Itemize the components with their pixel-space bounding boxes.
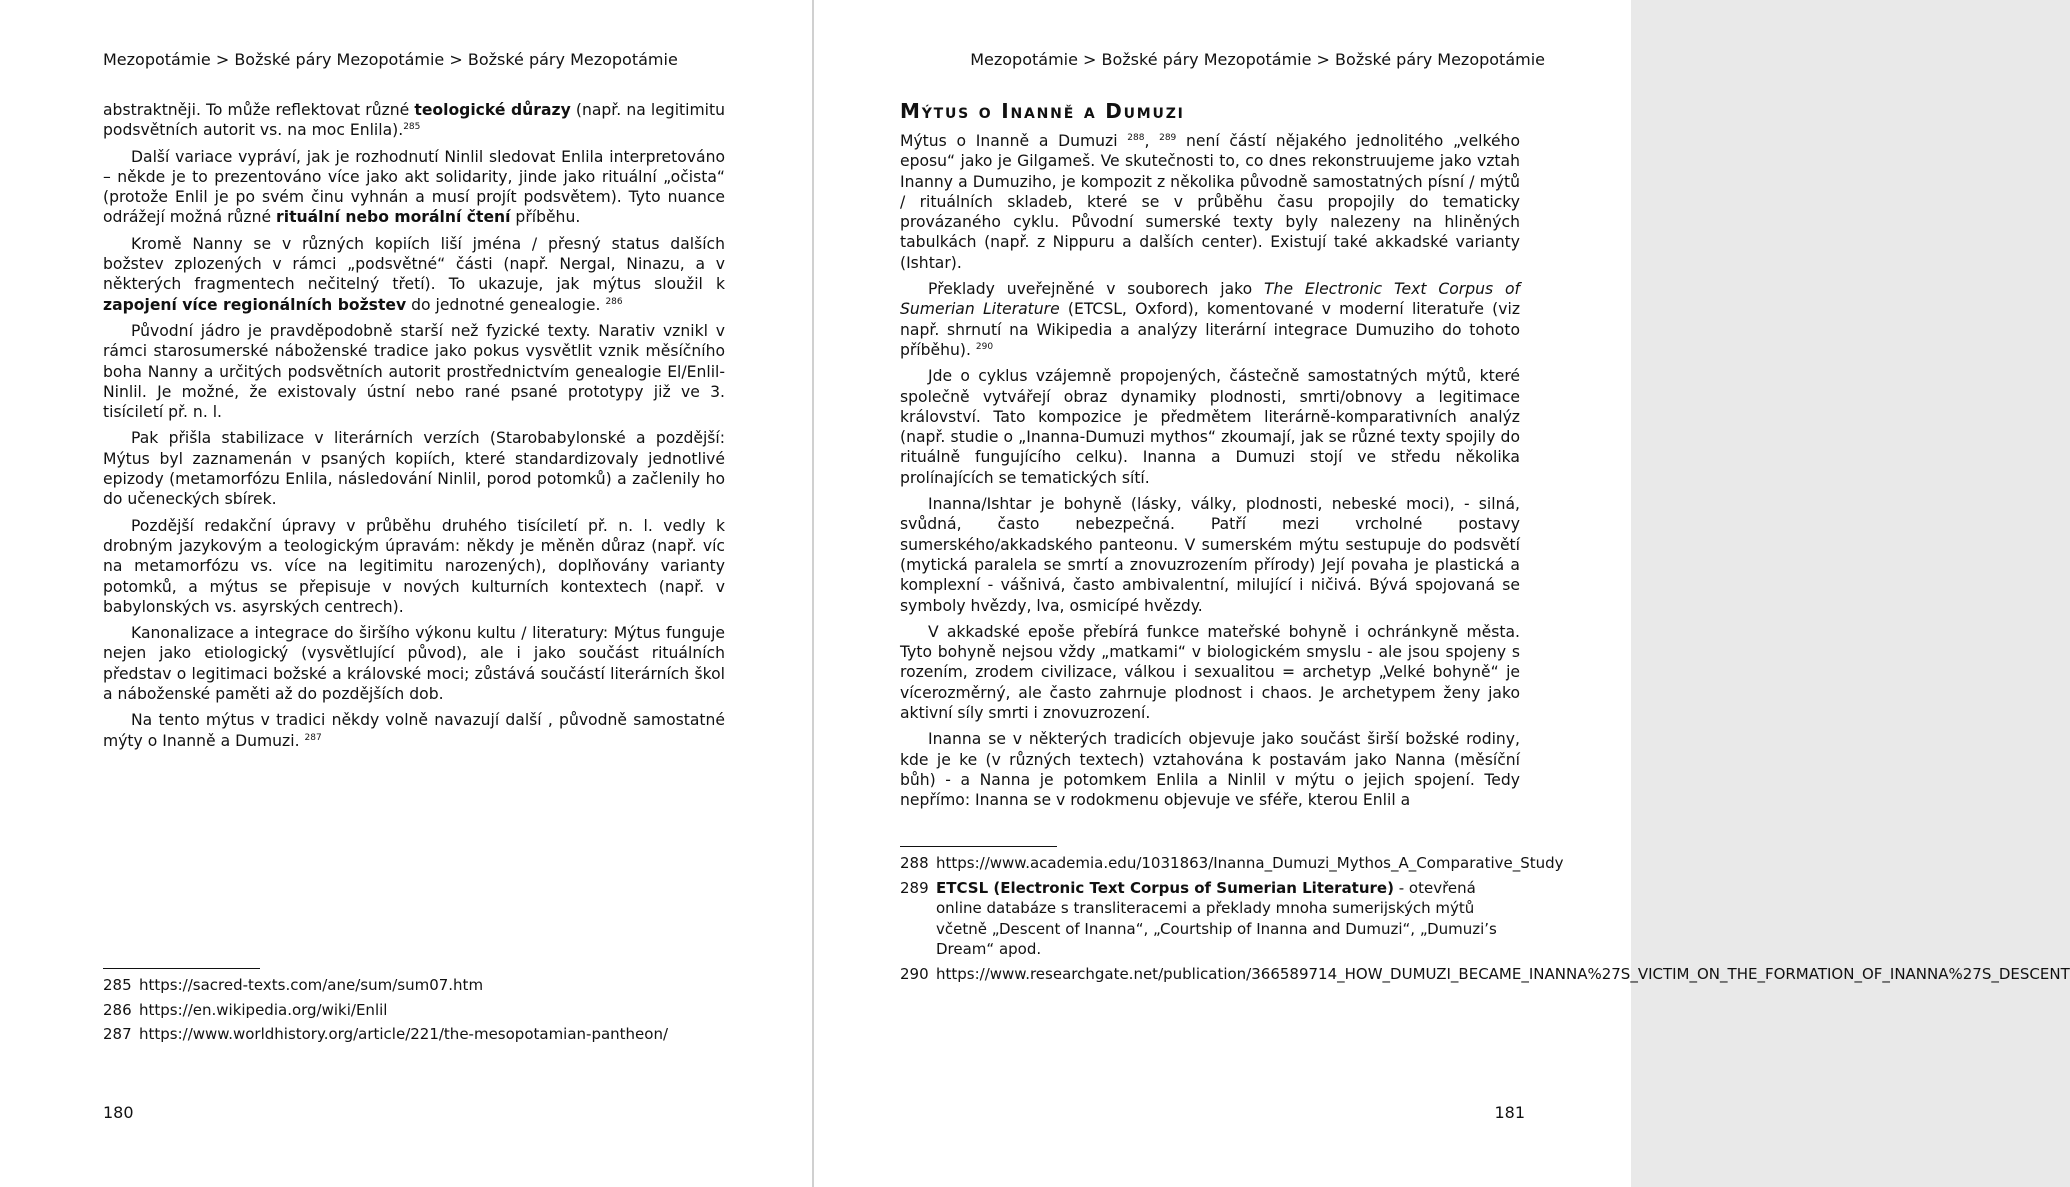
text-run: abstraktněji. To může reflektovat různé <box>103 101 415 119</box>
text-run: příběhu. <box>510 208 581 227</box>
footnote-number: 289 <box>900 878 929 897</box>
footnotes <box>900 853 2070 988</box>
paragraph: Původní jádro je pravděpodobně starší než fyzické texty. Narativ vznikl v rámci starosumerské náboženské tradice jako pokus vysvětlit vznik měsíčního boha Nanny a určitých podsvětních autorit prostřednictvím genealogie El/Enlil-Ninlil. Je možné, že existovaly ústní nebo rané psané prototypy již ve 3. tisíciletí př. n. l. <box>103 321 725 422</box>
footnote <box>103 1000 743 1021</box>
footnote-link[interactable]: https://sacred-texts.com/ane/sum/sum07.htm <box>139 976 484 994</box>
footnote-link[interactable]: https://www.academia.edu/1031863/Inanna_Dumuzi_Mythos_A_Comparative_Study <box>936 854 1564 872</box>
paragraph: Jde o cyklus vzájemně propojených, částečně samostatných mýtů, které společně vytvářejí obraz dynamiky plodnosti, smrti/obnovy a legitimace království. Tato kompozice je předmětem literárně-komparativních analýz (např. studie o „Inanna-Dumuzi mythos“ zkoumají, jak se různé texty spojily do rituálně fungujícího celku). Inanna a Dumuzi stojí ve středu několika prolínajících se tematických sítí. <box>900 367 1520 487</box>
text-run: , <box>1144 132 1160 150</box>
footnote-number: 290 <box>900 964 929 983</box>
body-text <box>900 100 1520 817</box>
footnote-ref[interactable]: 287 <box>304 732 322 743</box>
bold-text: zapojení více regionálních božstev <box>103 295 407 314</box>
paragraph: Inanna/Ishtar je bohyně (lásky, války, plodnosti, nebeské moci), - silná, svůdná, často nebezpečná. Patří mezi vrcholné postavy sumerského/akkadského panteonu. V sumerském mýtu sestupuje do podsvětí (mytická paralela se smrtí a znovuzrozením přírody) Její povaha je plastická a komplexní - vášnivá, často ambivalentní, milující i ničivá. Bývá spojovaná se symboly hvězdy, lva, osmicípé hvězdy. <box>900 495 1520 615</box>
footnote-ref[interactable]: 288 <box>1127 132 1145 143</box>
footnote-ref[interactable]: 285 <box>403 122 421 133</box>
paragraph <box>103 234 725 315</box>
text-run: (např. na legitimitu podsvětních autorit vs. na moc Enlila). <box>103 101 726 140</box>
footnote-text <box>936 878 1520 960</box>
footnote-ref[interactable]: 290 <box>975 341 994 352</box>
footnote-link[interactable]: https://www.worldhistory.org/article/221/the-mesopotamian-pantheon/ <box>139 1025 669 1043</box>
text-run: Překlady uveřejněné v souborech jako <box>928 280 1265 299</box>
text-run: Další variace vypráví, jak je rozhodnutí Ninlil sledovat Enlila interpretováno – někde je to prezentováno více jako akt solidarity, jinde jako rituální „očista“ (protože Enlil je po svém činu vyhnán a musí projít podsvětem). Tyto nuance odrážejí možná různé <box>103 147 725 227</box>
page-right <box>814 0 2070 1187</box>
footnote <box>103 1024 743 1045</box>
text-run: není částí nějakého jednolitého „velkého eposu“ jako je Gilgameš. Ve skutečnosti to, co dnes rekonstruujeme jako vztah Inanny a Dumuziho, je kompozit z několika původně samostatných písní / mýtů / rituálních skladeb, které se v průběhu času propojily do tematicky provázaného cyklu. Původní sumerské texty byly nalezeny na hliněných tabulkách (např. z Nippuru a dalších center). Existují také akkadské varianty (Ishtar). <box>900 132 1520 272</box>
page-number: 180 <box>103 1103 134 1122</box>
italic-title: The Electronic Text Corpus of Sumerian Literature <box>900 280 1520 319</box>
paragraph <box>900 131 1520 273</box>
footnotes <box>103 975 743 1049</box>
paragraph <box>103 100 725 141</box>
text-run: - otevřená online databáze s transliteracemi a překlady mnoha sumerijských mýtů včetně „Descent of Inanna“, „Courtship of Inanna and Dumuzi“, „Dumuzi’s Dream“ apod. <box>936 878 1497 958</box>
footnote-link[interactable]: https://en.wikipedia.org/wiki/Enlil <box>139 1000 388 1019</box>
text-run: (ETCSL, Oxford), komentované v moderní literatuře (viz např. shrnutí na Wikipedia a analýzy literární integrace Dumuziho do tohoto příběhu). <box>900 300 1521 359</box>
bold-text: rituální nebo morální čtení <box>276 208 511 227</box>
section-title: Mýtus o Inanně a Dumuzi <box>900 99 1185 123</box>
body-text <box>103 100 725 757</box>
footnote-divider <box>103 968 260 969</box>
footnote-number: 288 <box>900 854 929 872</box>
footnote-number: 286 <box>103 1000 132 1019</box>
footnote-ref[interactable]: 286 <box>605 296 623 307</box>
bold-text: teologické důrazy <box>414 101 571 119</box>
paragraph: Pak přišla stabilizace v literárních verzích (Starobabylonské a pozdější: Mýtus byl zaznamenán v psaných kopiích, které standardizovaly jednotlivé epizody (metamorfózu Enlila, následování Ninlil, porod potomků) a začlenily ho do učeneckých sbírek. <box>103 429 725 509</box>
footnote-link[interactable]: https://www.researchgate.net/publication/366589714_HOW_DUMUZI_BECAME_INANNA%27S_VICTIM_ON_THE_FORMATION_OF_INANNA%27S_DESCENT <box>936 964 2070 983</box>
running-header: Mezopotámie > Božské páry Mezopotámie > Božské páry Mezopotámie <box>103 50 678 69</box>
footnote-number: 287 <box>103 1025 132 1043</box>
paragraph <box>103 147 725 228</box>
text-run: Na tento mýtus v tradici někdy volně navazují další , původně samostatné mýty o Inanně a Dumuzi. <box>103 711 725 750</box>
paragraph <box>900 279 1520 360</box>
footnote <box>900 878 1520 960</box>
running-header: Mezopotámie > Božské páry Mezopotámie > Božské páry Mezopotámie <box>970 50 1545 69</box>
footnote <box>103 975 743 996</box>
footnote-number: 285 <box>103 976 132 994</box>
bold-text: ETCSL (Electronic Text Corpus of Sumerian Literature) <box>936 878 1394 897</box>
text-run: Mýtus o Inanně a Dumuzi <box>900 132 1128 150</box>
page-left <box>0 0 812 1187</box>
footnote <box>900 853 1564 874</box>
page-number: 181 <box>1494 1103 1525 1122</box>
text-run: do jednotné genealogie. <box>406 295 601 314</box>
footnote-ref[interactable]: 289 <box>1159 132 1177 143</box>
footnote <box>900 964 2070 985</box>
paragraph: Inanna se v některých tradicích objevuje jako součást širší božské rodiny, kde je ke (v různých textech) vztahována k postavám jako Nanna (měsíční bůh) - a Nanna je potomkem Enlila a Ninlil v mýtu o jejich spojení. Tedy nepřímo: Inanna se v rodokmenu objevuje ve sféře, kterou Enlil a <box>900 730 1520 810</box>
text-run: Kromě Nanny se v různých kopiích liší jména / přesný status dalších božstev zplozených v rámci „podsvětné“ části (např. Nergal, Ninazu, a v některých fragmentech nečitelný třetí). To ukazuje, jak mýtus sloužil k <box>103 234 725 294</box>
footnote-divider <box>900 846 1057 847</box>
paragraph <box>103 710 725 751</box>
paragraph: V akkadské epoše přebírá funkce mateřské bohyně i ochránkyně města. Tyto bohyně nejsou vždy „matkami“ v biologickém smyslu - ale jsou spojeny s rozením, zrodem civilizace, válkou i sexualitou = archetyp „Velké bohyně“ je vícerozměrný, ale často zahrnuje plodnost i chaos. Je archetypem ženy jako aktivní síly smrti i znovuzrození. <box>900 622 1520 723</box>
paragraph: Kanonalizace a integrace do širšího výkonu kultu / literatury: Mýtus funguje nejen jako etiologický (vysvětlující původ), ale i jako součást rituálních představ o legitimaci božské a královské moci; zůstává součástí literárních škol a náboženské paměti až do pozdějších dob. <box>103 624 725 704</box>
paragraph: Pozdější redakční úpravy v průběhu druhého tisíciletí př. n. l. vedly k drobným jazykovým a teologickým úpravám: někdy je měněn důraz (např. víc na metamorfózu vs. více na legitimitu narozených), doplňovány varianty potomků, a mýtus se přepisuje v nových kulturních kontextech (např. v babylonských vs. asyrských centrech). <box>103 516 725 616</box>
